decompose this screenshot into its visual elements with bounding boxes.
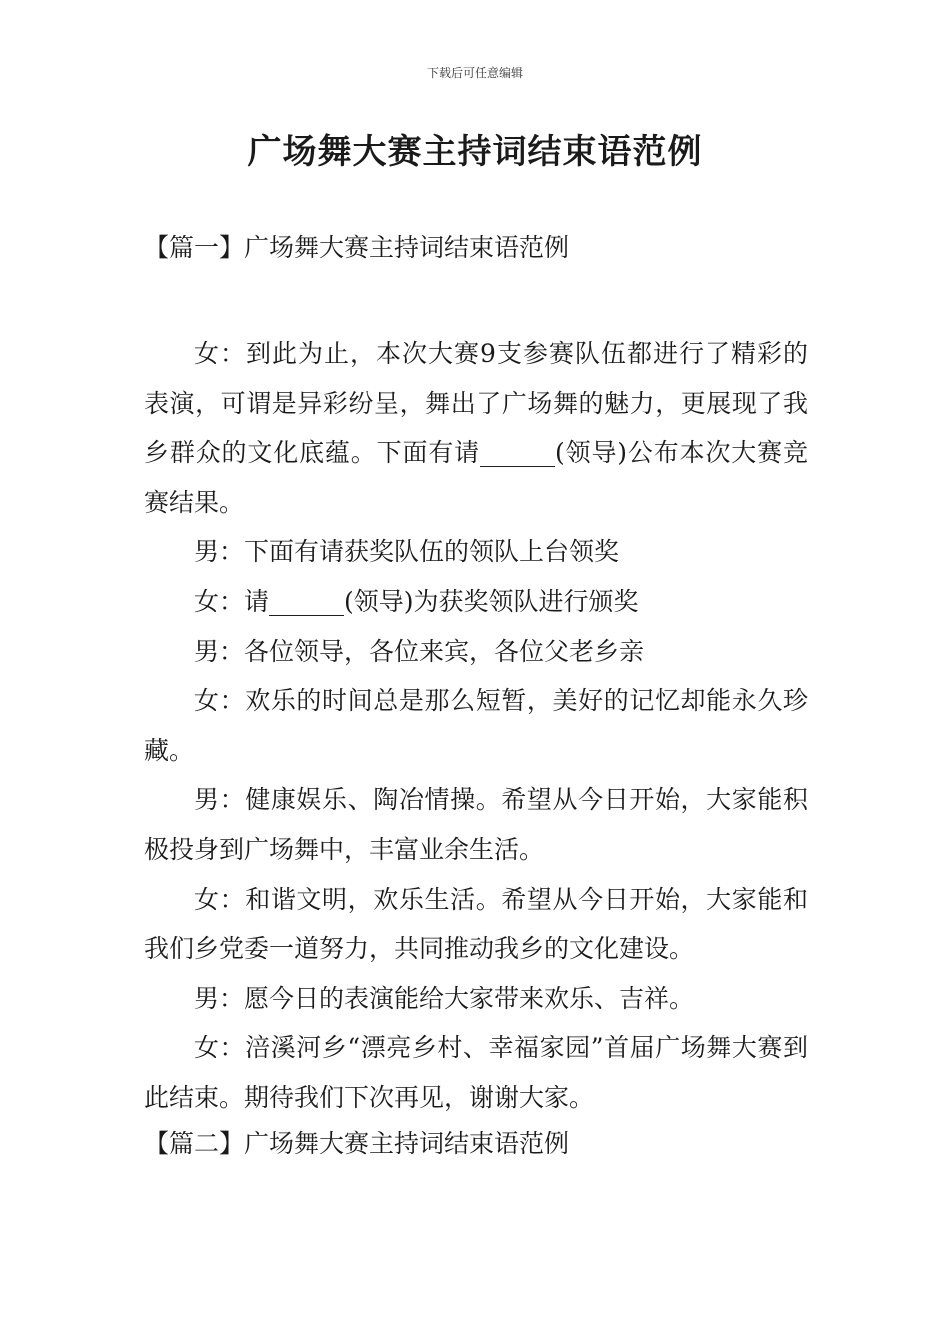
section-heading-2: 【篇二】广场舞大赛主持词结束语范例 [144, 1129, 570, 1158]
paragraph: 男：愿今日的表演能给大家带来欢乐、吉祥。 [194, 983, 695, 1013]
header-note: 下载后可任意编辑 [426, 66, 523, 80]
paragraph: 男：下面有请获奖队伍的领队上台领奖 [194, 537, 620, 567]
document-title: 广场舞大赛主持词结束语范例 [247, 132, 703, 172]
paragraph: 女：请______(领导)为获奖领队进行颁奖 [194, 586, 639, 616]
section-heading-1: 【篇一】广场舞大赛主持词结束语范例 [144, 233, 570, 262]
paragraph: 女：和谐文明，欢乐生活。希望从今日开始，大家能和我们乡党委一道努力，共同推动我乡的文化建设。 [144, 884, 808, 964]
paragraph: 男：健康娱乐、陶冶情操。希望从今日开始，大家能积极投身到广场舞中，丰富业余生活。 [144, 785, 808, 864]
paragraph: 女：欢乐的时间总是那么短暂，美好的记忆却能永久珍藏。 [144, 686, 808, 765]
paragraph: 女：涪溪河乡“漂亮乡村、幸福家园”首届广场舞大赛到此结束。期待我们下次再见，谢谢大家。 [144, 1033, 808, 1112]
paragraph: 男：各位领导，各位来宾，各位父老乡亲 [194, 636, 645, 666]
paragraph: 女：到此为止，本次大赛9支参赛队伍都进行了精彩的表演，可谓是异彩纷呈，舞出了广场舞的魅力，更展现了我乡群众的文化底蕴。下面有请______(领导)公布本次大赛竞赛结果。 [144, 339, 808, 517]
section-1-body [144, 329, 808, 1123]
